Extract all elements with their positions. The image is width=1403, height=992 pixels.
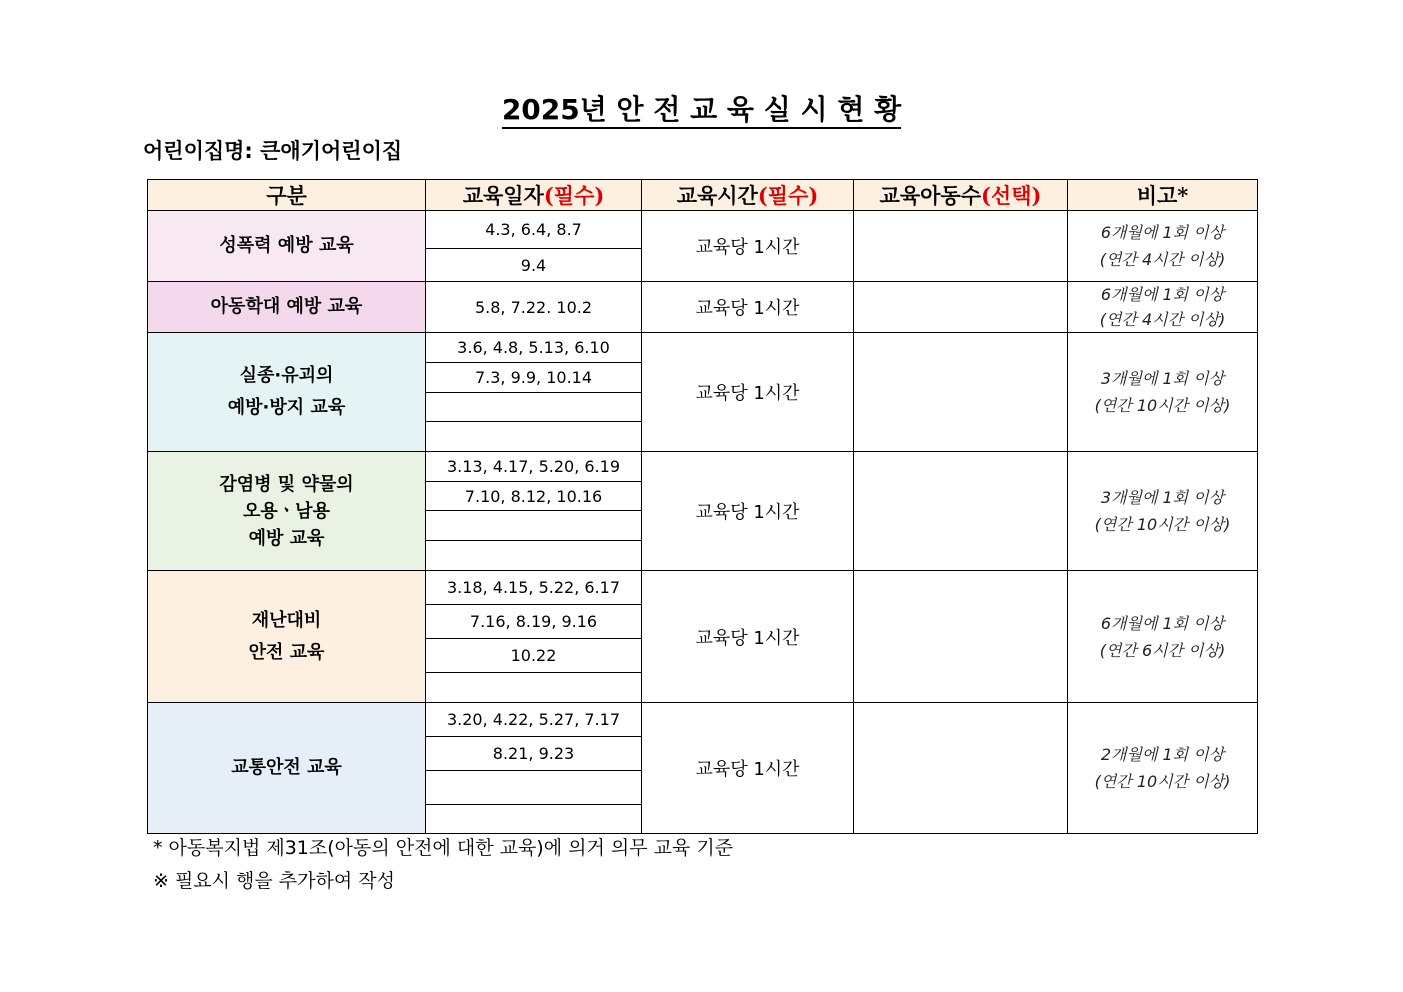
category-line: 실종·유괴의 [239,365,334,386]
header-time [642,180,854,211]
note-line: 6개월에 1회 이상 [1100,285,1225,304]
footnote-add-rows: ※ 필요시 행을 추가하여 작성 [153,870,395,892]
header-time-label: 교육시간 [676,183,758,208]
date-cell: 4.3, 6.4, 8.7 [426,211,642,249]
note-cell [1068,282,1258,333]
date-cell: 8.21, 9.23 [426,737,642,771]
date-cell: 5.8, 7.22. 10.2 [426,282,642,333]
header-date-label: 교육일자 [462,183,544,208]
category-line: 오용ㆍ남용 [243,500,330,522]
children-cell [854,452,1068,571]
date-cell: 7.16, 8.19, 9.16 [426,605,642,639]
table-row [148,282,1258,333]
note-cell [1068,452,1258,571]
date-cell [426,422,642,452]
category-cell [148,211,426,282]
header-children-label: 교육아동수 [879,183,981,208]
header-date-required: (필수) [543,183,605,208]
category-line: 예방 교육 [248,527,325,549]
safety-education-table [147,179,1258,834]
note-line: 3개월에 1회 이상 [1100,369,1225,388]
children-cell [854,571,1068,703]
note-line: 3개월에 1회 이상 [1100,488,1225,507]
category-cell [148,703,426,834]
time-cell: 교육당 1시간 [642,571,854,703]
header-children-optional: (선택) [980,183,1042,208]
header-date [426,180,642,211]
category-line: 예방·방지 교육 [227,397,346,418]
header-row [148,180,1258,211]
date-cell [426,511,642,541]
date-cell [426,805,642,834]
note-cell [1068,211,1258,282]
footnote-legal-basis: * 아동복지법 제31조(아동의 안전에 대한 교육)에 의거 의무 교육 기준 [153,837,734,859]
center-name: 어린이집명: 큰애기어린이집 [143,139,403,163]
time-cell: 교육당 1시간 [642,333,854,452]
category-line: 감염병 및 약물의 [219,473,354,495]
category-cell [148,333,426,452]
category-line: 아동학대 예방 교육 [210,296,363,317]
date-cell [426,541,642,571]
header-category: 구분 [148,180,426,211]
table-row [148,703,1258,737]
date-cell [426,673,642,703]
category-cell [148,282,426,333]
note-line: 6개월에 1회 이상 [1100,223,1225,242]
note-line: 6개월에 1회 이상 [1100,613,1225,633]
children-cell [854,282,1068,333]
category-line: 재난대비 [251,609,322,631]
category-line: 성폭력 예방 교육 [219,235,354,256]
note-cell [1068,571,1258,703]
note-line: (연간 10시간 이상) [1094,772,1231,791]
note-line: (연간 6시간 이상) [1099,640,1226,660]
title-text: 2025년 안 전 교 육 실 시 현 황 [502,93,901,129]
date-cell: 3.20, 4.22, 5.27, 7.17 [426,703,642,737]
header-children [854,180,1068,211]
header-note: 비고* [1068,180,1258,211]
date-cell: 3.6, 4.8, 5.13, 6.10 [426,333,642,363]
category-line: 교통안전 교육 [231,757,342,778]
date-cell: 3.18, 4.15, 5.22, 6.17 [426,571,642,605]
date-cell: 9.4 [426,249,642,282]
date-cell: 10.22 [426,639,642,673]
page-title [0,88,1403,128]
note-line: (연간 10시간 이상) [1094,396,1231,415]
date-cell: 3.13, 4.17, 5.20, 6.19 [426,452,642,482]
table-row [148,571,1258,605]
table-row [148,333,1258,363]
note-line: (연간 4시간 이상) [1099,310,1226,329]
time-cell: 교육당 1시간 [642,282,854,333]
header-time-required: (필수) [757,183,819,208]
date-cell: 7.3, 9.9, 10.14 [426,363,642,393]
table-row [148,452,1258,482]
category-line: 안전 교육 [248,641,325,663]
time-cell: 교육당 1시간 [642,211,854,282]
note-cell [1068,703,1258,834]
date-cell [426,393,642,422]
note-line: (연간 4시간 이상) [1099,250,1226,269]
date-cell: 7.10, 8.12, 10.16 [426,482,642,511]
category-cell [148,452,426,571]
children-cell [854,333,1068,452]
category-cell [148,571,426,703]
table-row [148,211,1258,249]
date-cell [426,771,642,805]
children-cell [854,703,1068,834]
children-cell [854,211,1068,282]
note-line: 2개월에 1회 이상 [1100,745,1225,764]
time-cell: 교육당 1시간 [642,452,854,571]
note-line: (연간 10시간 이상) [1094,515,1231,534]
time-cell: 교육당 1시간 [642,703,854,834]
note-cell [1068,333,1258,452]
